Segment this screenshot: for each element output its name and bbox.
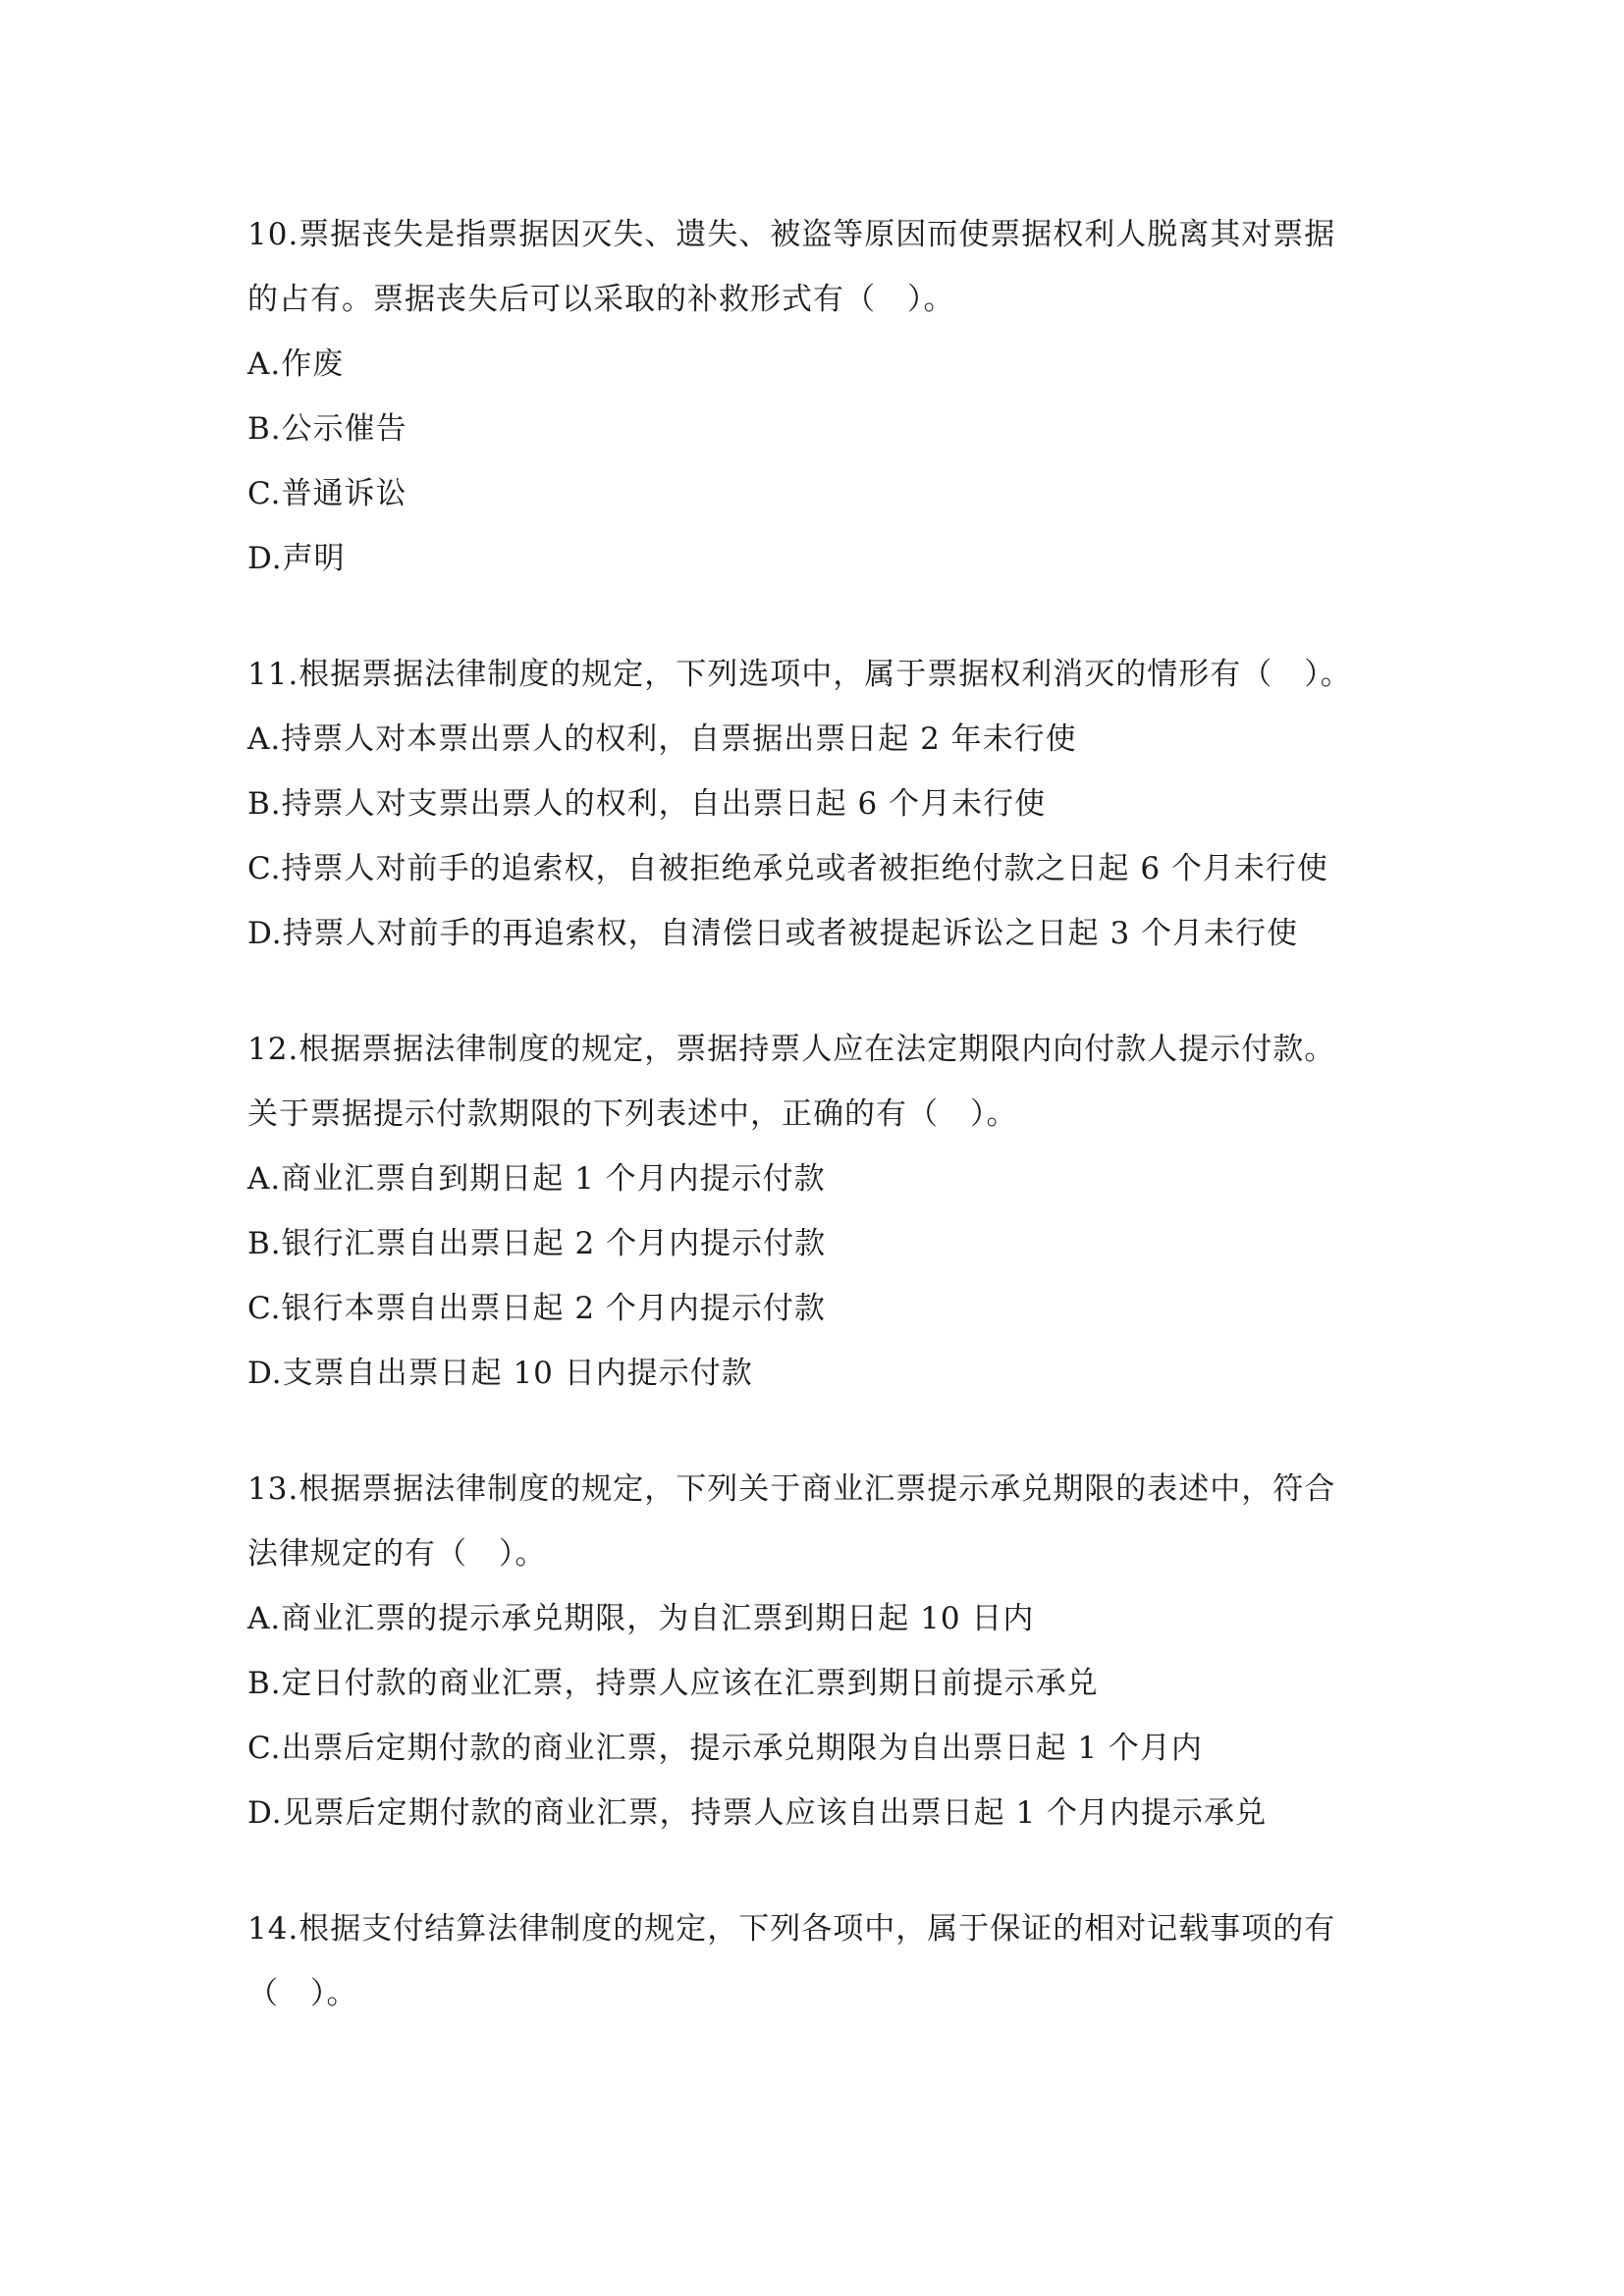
option-b: B.定日付款的商业汇票，持票人应该在汇票到期日前提示承兑 (247, 1666, 1099, 1701)
option-d: D.声明 (247, 541, 346, 576)
question-12 (247, 1017, 1391, 1406)
question-stem-line: 11.根据票据法律制度的规定，下列选项中，属于票据权利消灭的情形有（ ）。 (247, 657, 1352, 692)
question-stem-line: 14.根据支付结算法律制度的规定，下列各项中，属于保证的相对记载事项的有 (247, 1911, 1336, 1947)
option-a: A.持票人对本票出票人的权利，自票据出票日起 2 年未行使 (247, 721, 1077, 757)
question-10 (247, 202, 1391, 591)
option-c: C.普通诉讼 (247, 476, 407, 511)
question-14 (247, 1896, 1391, 2026)
question-11 (247, 642, 1391, 966)
option-a: A.商业汇票自到期日起 1 个月内提示付款 (247, 1161, 826, 1197)
question-stem-line: 的占有。票据丧失后可以采取的补救形式有（ ）。 (247, 282, 955, 317)
question-stem-line: 12.根据票据法律制度的规定，票据持票人应在法定期限内向付款人提示付款。 (247, 1032, 1336, 1067)
option-d: D.支票自出票日起 10 日内提示付款 (247, 1356, 753, 1391)
document-page (247, 202, 1391, 2077)
option-b: B.银行汇票自出票日起 2 个月内提示付款 (247, 1226, 827, 1261)
question-13 (247, 1457, 1391, 1845)
question-stem-line: 10.票据丧失是指票据因灭失、遗失、被盗等原因而使票据权利人脱离其对票据 (247, 217, 1336, 252)
option-c: C.银行本票自出票日起 2 个月内提示付款 (247, 1291, 826, 1326)
option-a: A.作废 (247, 347, 345, 382)
option-c: C.出票后定期付款的商业汇票，提示承兑期限为自出票日起 1 个月内 (247, 1731, 1203, 1766)
question-stem-line: 法律规定的有（ ）。 (247, 1536, 547, 1572)
question-stem-line: 关于票据提示付款期限的下列表述中，正确的有（ ）。 (247, 1096, 1018, 1132)
option-a: A.商业汇票的提示承兑期限，为自汇票到期日起 10 日内 (247, 1601, 1035, 1636)
option-c: C.持票人对前手的追索权，自被拒绝承兑或者被拒绝付款之日起 6 个月未行使 (247, 851, 1328, 886)
option-d: D.见票后定期付款的商业汇票，持票人应该自出票日起 1 个月内提示承兑 (247, 1795, 1268, 1831)
question-stem-line: 13.根据票据法律制度的规定，下列关于商业汇票提示承兑期限的表述中，符合 (247, 1471, 1336, 1507)
option-b: B.公示催告 (247, 411, 407, 447)
question-stem-line: （ ）。 (247, 1976, 358, 2011)
option-b: B.持票人对支票出票人的权利，自出票日起 6 个月未行使 (247, 786, 1047, 822)
option-d: D.持票人对前手的再追索权，自清偿日或者被提起诉讼之日起 3 个月未行使 (247, 916, 1299, 951)
